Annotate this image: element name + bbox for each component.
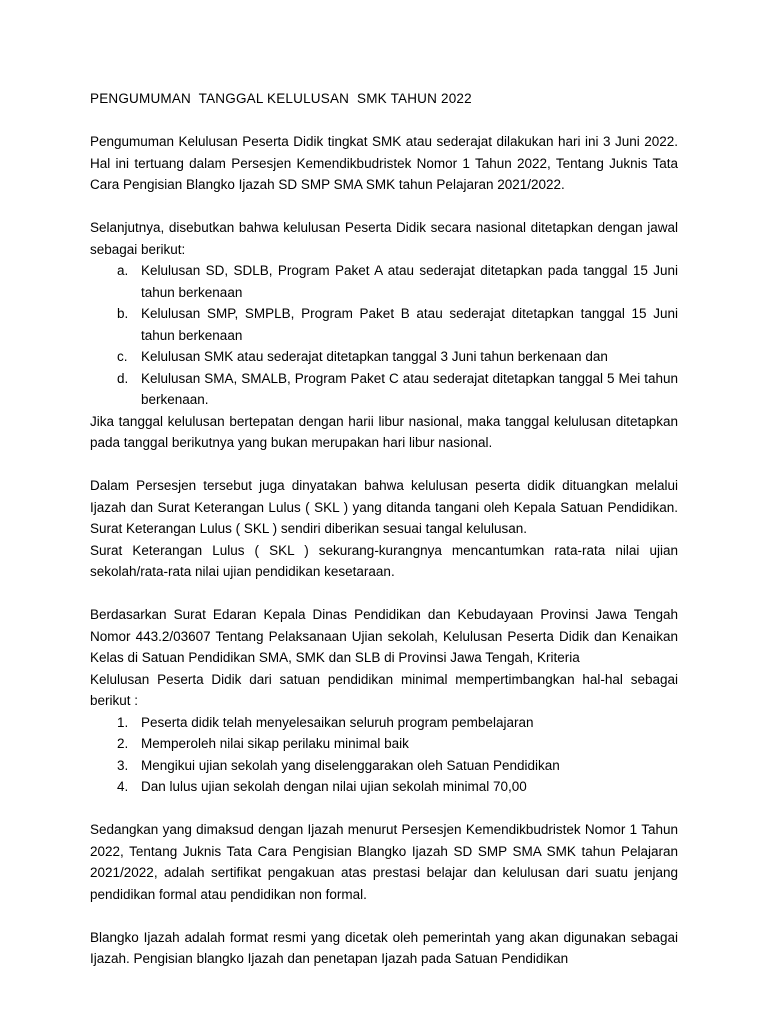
list-item <box>90 260 678 303</box>
list-item-text: Mengikui ujian sekolah yang diselenggarakan oleh Satuan Pendidikan <box>141 757 560 773</box>
list-item <box>90 776 678 798</box>
list-marker: 1. <box>117 714 129 730</box>
list-item <box>90 712 678 734</box>
paragraph-surat-edaran: Berdasarkan Surat Edaran Kepala Dinas Pendidikan dan Kebudayaan Provinsi Jawa Tengah Nomor 443.2/03607 Tentang Pelaksanaan Ujian sekolah, Kelulusan Peserta Didik dan Kenaikan Kelas di Satuan Pendidikan SMA, SMK dan SLB di Provinsi Jawa Tengah, Kriteria <box>90 607 678 665</box>
number-list <box>90 712 678 798</box>
list-item-text: Kelulusan SMK atau sederajat ditetapkan tanggal 3 Juni tahun berkenaan dan <box>141 349 608 364</box>
list-item-text: Kelulusan SMP, SMPLB, Program Paket B atau sederajat ditetapkan tanggal 15 Juni tahun berkenaan <box>141 306 678 343</box>
list-item-text: Peserta didik telah menyelesaikan seluruh program pembelajaran <box>141 714 534 730</box>
list-item <box>90 303 678 346</box>
list-marker: 3. <box>117 757 129 773</box>
paragraph-skl-second: Surat Keterangan Lulus ( SKL ) sekurang-kurangnya mencantumkan rata-rata nilai ujian sekolah/rata-rata nilai ujian pendidikan kesetaraan. <box>90 542 678 579</box>
list-item-text: Memperoleh nilai sikap perilaku minimal baik <box>141 736 409 751</box>
list-marker: a. <box>117 263 129 278</box>
paragraph-blangko-ijazah: Blangko Ijazah adalah format resmi yang dicetak oleh pemerintah yang akan digunakan sebagai Ijazah. Pengisian blangko Ijazah dan penetapan Ijazah pada Satuan Pendidikan <box>90 929 678 966</box>
list-marker: d. <box>117 370 129 386</box>
paragraph-schedule-intro: Selanjutnya, disebutkan bahwa kelulusan Peserta Didik secara nasional ditetapkan dengan jawal sebagai berikut: <box>90 220 678 257</box>
list-item <box>90 755 678 777</box>
list-marker: b. <box>117 306 129 321</box>
paragraph-announcement-intro: Pengumuman Kelulusan Peserta Didik tingkat SMK atau sederajat dilakukan hari ini 3 Juni 2022. Hal ini tertuang dalam Persesjen Kemendikbudristek Nomor 1 Tahun 2022, Tentang Juknis Tata Cara Pengisian Blangko Ijazah SD SMP SMA SMK tahun Pelajaran 2021/2022. <box>90 134 678 192</box>
paragraph-skl-first: Dalam Persesjen tersebut juga dinyatakan bahwa kelulusan peserta didik dituangkan melalui Ijazah dan Surat Keterangan Lulus ( SKL ) yang ditanda tangani oleh Kepala Satuan Pendidikan. Surat Keterangan Lulus ( SKL ) sendiri diberikan sesuai tangal kelulusan. <box>90 478 678 536</box>
list-marker: c. <box>117 349 128 364</box>
list-item <box>90 733 678 755</box>
letter-list <box>90 260 678 411</box>
paragraph-kriteria-intro: Kelulusan Peserta Didik dari satuan pendidikan minimal mempertimbangkan hal-hal sebagai berikut : <box>90 671 678 708</box>
list-item <box>90 346 678 368</box>
list-marker: 4. <box>117 779 129 794</box>
paragraph-ijazah-definition: Sedangkan yang dimaksud dengan Ijazah menurut Persesjen Kemendikbudristek Nomor 1 Tahun 2022, Tentang Juknis Tata Cara Pengisian Blangko Ijazah SD SMP SMA SMK tahun Pelajaran 2021/2022, adalah sertifikat pengakuan atas prestasi belajar dan kelulusan dari suatu jenjang pendidikan formal atau pendidikan non formal. <box>90 822 678 902</box>
list-marker: 2. <box>117 736 129 751</box>
list-item-text: Kelulusan SD, SDLB, Program Paket A atau sederajat ditetapkan pada tanggal 15 Juni tahun berkenaan <box>141 263 678 300</box>
list-item <box>90 368 678 411</box>
list-item-text: Dan lulus ujian sekolah dengan nilai ujian sekolah minimal 70,00 <box>141 779 527 794</box>
list-item-text: Kelulusan SMA, SMALB, Program Paket C atau sederajat ditetapkan tanggal 5 Mei tahun berkenaan. <box>141 370 678 407</box>
document-title: PENGUMUMAN TANGGAL KELULUSAN SMK TAHUN 2022 <box>90 91 472 106</box>
paragraph-holiday-note: Jika tanggal kelulusan bertepatan dengan harii libur nasional, maka tanggal kelulusan ditetapkan pada tanggal berikutnya yang bukan merupakan hari libur nasional. <box>90 413 678 450</box>
